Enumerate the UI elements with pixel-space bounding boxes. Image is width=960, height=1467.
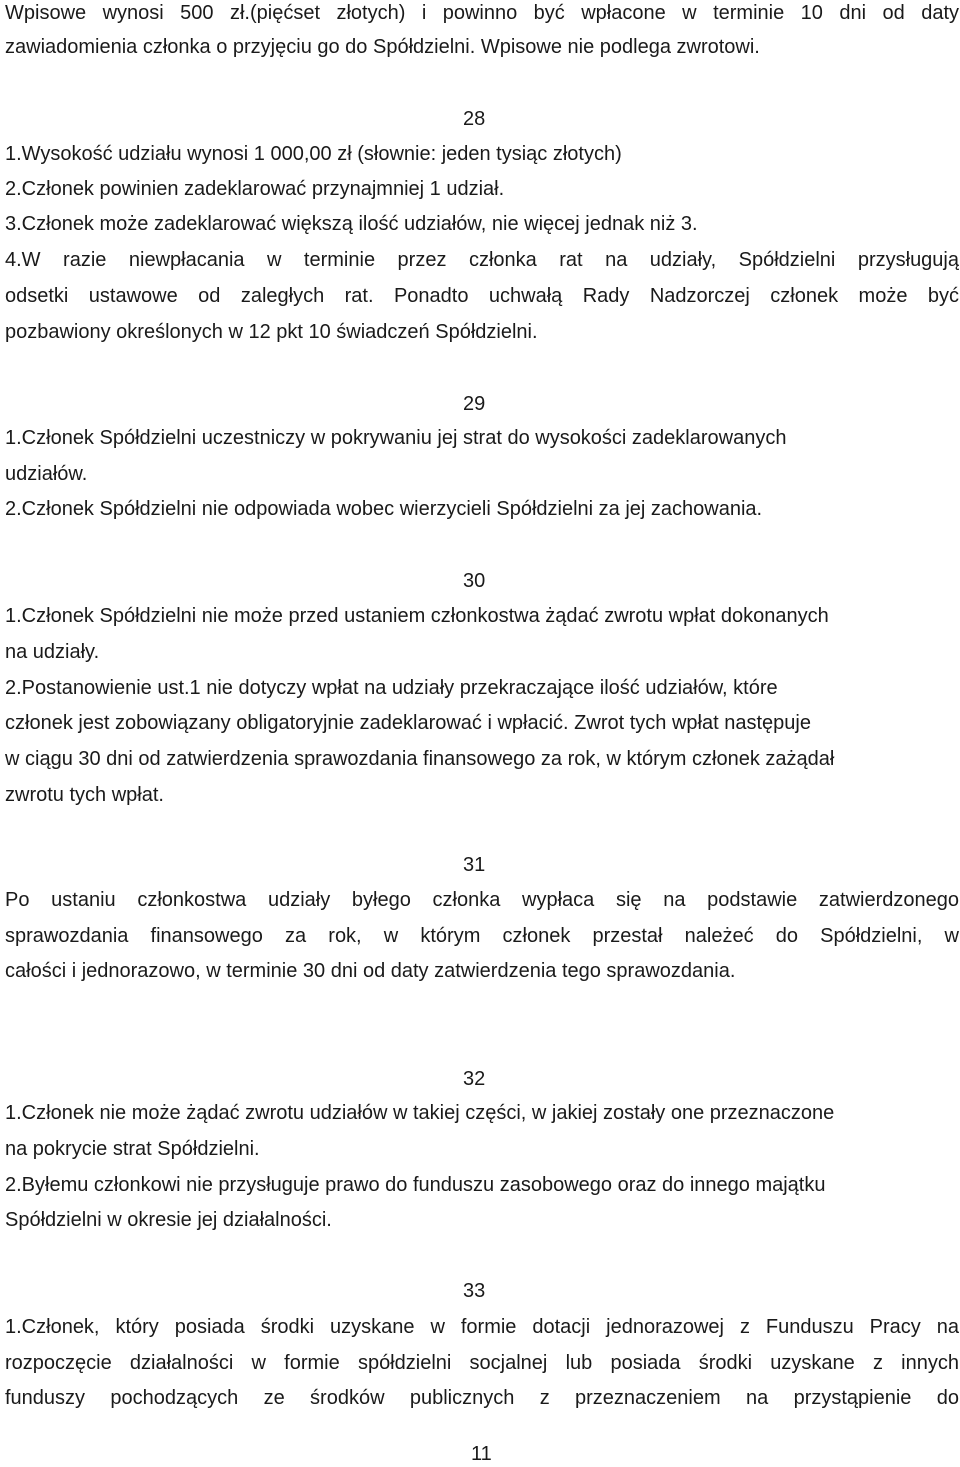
text-line: na udziały. xyxy=(5,641,100,663)
section-heading-30 xyxy=(463,568,485,594)
text-line: udziałów. xyxy=(5,463,88,485)
page-number: 11 xyxy=(471,1443,492,1465)
text-line: 1.Członek nie może żądać zwrotu udziałów w takiej części, w jakiej zostały one przeznaczone xyxy=(5,1102,835,1124)
section-heading-28 xyxy=(463,106,485,132)
text-line: 3.Członek może zadeklarować większą ilość udziałów, nie więcej jednak niż 3. xyxy=(5,213,698,235)
section-heading-29 xyxy=(463,391,485,417)
text-line: Spółdzielni w okresie jej działalności. xyxy=(5,1209,332,1231)
text-line: funduszy pochodzących ze środków publicznych z przeznaczeniem na przystąpienie do xyxy=(5,1387,959,1409)
text-line: w ciągu 30 dni od zatwierdzenia sprawozdania finansowego za rok, w którym członek zażądał xyxy=(5,748,835,770)
text-line: zawiadomienia członka o przyjęciu go do Spółdzielni. Wpisowe nie podlega zwrotowi. xyxy=(5,36,760,58)
text-line: rozpoczęcie działalności w formie spółdzielni socjalnej lub posiada środki uzyskane z innych xyxy=(5,1352,959,1374)
section-number: 31 xyxy=(463,854,486,876)
text-line: 4.W razie niewpłacania w terminie przez członka rat na udziały, Spółdzielni przysługują xyxy=(5,249,959,271)
text-line: sprawozdania finansowego za rok, w którym członek przestał należeć do Spółdzielni, w xyxy=(5,925,959,947)
section-number: 29 xyxy=(463,393,486,415)
text-line: 2.Postanowienie ust.1 nie dotyczy wpłat na udziały przekraczające ilość udziałów, które xyxy=(5,677,778,699)
text-line: 2.Członek Spółdzielni nie odpowiada wobec wierzycieli Spółdzielni za jej zachowania. xyxy=(5,498,763,520)
text-line: 1.Członek, który posiada środki uzyskane w formie dotacji jednorazowej z Funduszu Pracy na xyxy=(5,1316,959,1338)
text-line: Po ustaniu członkostwa udziały byłego członka wypłaca się na podstawie zatwierdzonego xyxy=(5,889,959,911)
text-line: pozbawiony określonych w 12 pkt 10 świadczeń Spółdzielni. xyxy=(5,321,538,343)
text-line: całości i jednorazowo, w terminie 30 dni od daty zatwierdzenia tego sprawozdania. xyxy=(5,960,736,982)
text-line: Wpisowe wynosi 500 zł.(pięćset złotych) i powinno być wpłacone w terminie 10 dni od daty xyxy=(5,2,959,24)
text-line: odsetki ustawowe od zaległych rat. Ponadto uchwałą Rady Nadzorczej członek może być xyxy=(5,285,959,307)
text-line: 2.Członek powinien zadeklarować przynajmniej 1 udział. xyxy=(5,178,505,200)
section-heading-32 xyxy=(463,1066,485,1092)
section-number: 28 xyxy=(463,108,486,130)
text-line: członek jest zobowiązany obligatoryjnie zadeklarować i wpłacić. Zwrot tych wpłat następuje xyxy=(5,712,811,734)
text-line: 1.Wysokość udziału wynosi 1 000,00 zł (słownie: jeden tysiąc złotych) xyxy=(5,143,622,165)
text-line: 1.Członek Spółdzielni uczestniczy w pokrywaniu jej strat do wysokości zadeklarowanych xyxy=(5,427,787,449)
section-number: 32 xyxy=(463,1068,486,1090)
text-line: zwrotu tych wpłat. xyxy=(5,784,164,806)
text-line: na pokrycie strat Spółdzielni. xyxy=(5,1138,260,1160)
section-number: 30 xyxy=(463,570,486,592)
section-heading-33 xyxy=(463,1278,485,1304)
text-line: 1.Członek Spółdzielni nie może przed ustaniem członkostwa żądać zwrotu wpłat dokonanych xyxy=(5,605,829,627)
section-heading-31 xyxy=(463,852,485,878)
text-line: 2.Byłemu członkowi nie przysługuje prawo do funduszu zasobowego oraz do innego majątku xyxy=(5,1174,826,1196)
section-number: 33 xyxy=(463,1280,486,1302)
